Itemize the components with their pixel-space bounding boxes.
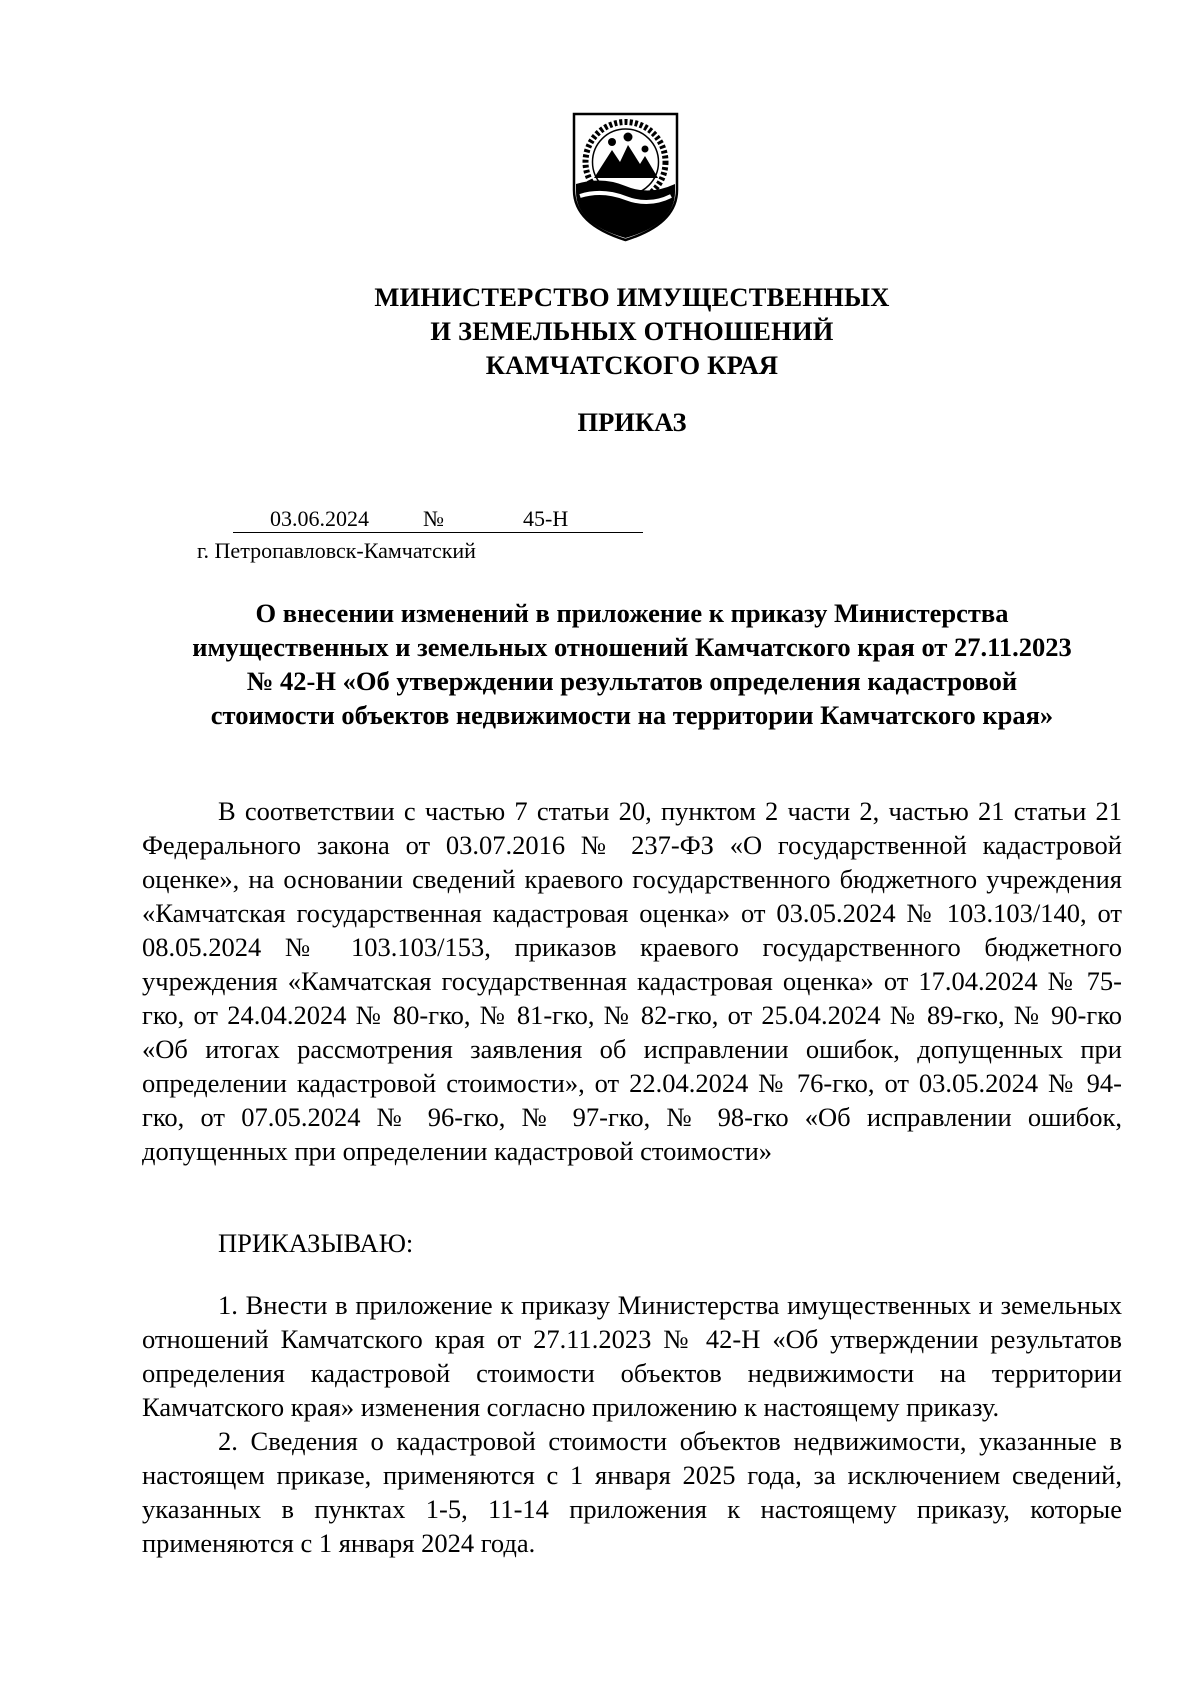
document-subject	[120, 596, 1144, 732]
ministry-name-line2: И ЗЕМЕЛЬНЫХ ОТНОШЕНИЙ	[430, 316, 834, 346]
subject-line3: № 42-Н «Об утверждении результатов определения кадастровой	[246, 666, 1018, 696]
decree-word: ПРИКАЗЫВАЮ:	[218, 1228, 414, 1258]
ministry-name-line1: МИНИСТЕРСТВО ИМУЩЕСТВЕННЫХ	[374, 282, 890, 312]
ministry-name-line3: КАМЧАТСКОГО КРАЯ	[485, 350, 779, 380]
decree-item-2: 2. Сведения о кадастровой стоимости объектов недвижимости, указанные в настоящем приказе, применяются с 1 января 2025 года, за исключением сведений, указанных в пунктах 1-5, 11-14 приложения к настоящему приказу, которые применяются с 1 января 2024 года.	[142, 1426, 1122, 1558]
coat-of-arms-icon	[572, 112, 679, 242]
subject-line4: стоимости объектов недвижимости на территории Камчатского края»	[210, 700, 1054, 730]
number-sign: №	[423, 506, 444, 531]
city-name: г. Петропавловск-Камчатский	[197, 538, 476, 563]
requisites-underline	[233, 532, 643, 533]
decree-item-1: 1. Внести в приложение к приказу Министерства имущественных и земельных отношений Камчатского края от 27.11.2023 № 42-Н «Об утверждении результатов определения кадастровой стоимости объектов недвижимости на территории Камчатского края» изменения согласно приложению к настоящему приказу.	[142, 1290, 1122, 1422]
preamble-paragraph: В соответствии с частью 7 статьи 20, пунктом 2 части 2, частью 21 статьи 21 Федерального закона от 03.07.2016 № 237-ФЗ «О государственной кадастровой оценке», на основании сведений краевого государственного бюджетного учреждения «Камчатская государственная кадастровая оценка» от 03.05.2024 № 103.103/140, от 08.05.2024 № 103.103/153, приказов краевого государственного бюджетного учреждения «Камчатская государственная кадастровая оценка» от 17.04.2024 № 75-гко, от 24.04.2024 № 80-гко, № 81-гко, № 82-гко, от 25.04.2024 № 89-гко, № 90-гко «Об итогах рассмотрения заявления об исправлении ошибок, допущенных при определении кадастровой стоимости», от 22.04.2024 № 76-гко, от 03.05.2024 № 94-гко, от 07.05.2024 № 96-гко, № 97-гко, № 98-гко «Об исправлении ошибок, допущенных при определении кадастровой стоимости»	[142, 796, 1122, 1166]
document-number: 45-Н	[523, 506, 569, 531]
document-requisites	[233, 505, 643, 535]
subject-line1: О внесении изменений в приложение к приказу Министерства	[255, 598, 1009, 628]
subject-line2: имущественных и земельных отношений Камчатского края от 27.11.2023	[192, 632, 1072, 662]
document-type: ПРИКАЗ	[577, 407, 687, 437]
document-date: 03.06.2024	[270, 506, 369, 531]
ministry-name	[0, 280, 1200, 382]
